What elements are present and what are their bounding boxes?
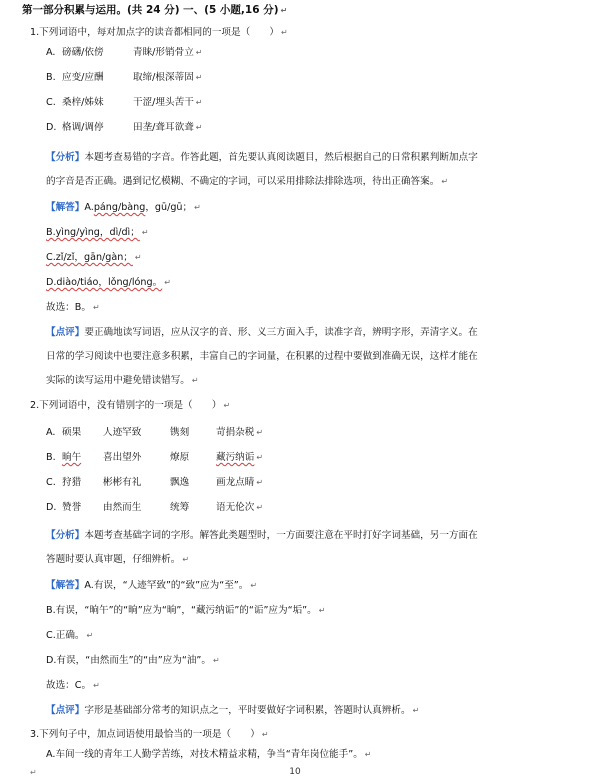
- part-title: 第一部分积累与运用。(共 24 分) 一、(5 小题,16 分) ↵: [22, 4, 288, 16]
- q2-option-a: A. 硕果 人迹罕致 镌刻 苛捐杂税 ↵: [46, 427, 264, 438]
- q1-analysis-line-2: 的字音是否正确。遇到记忆模糊、不确定的字词，可以采用排除法排除选项，待出正确答案。 ↵: [46, 176, 449, 187]
- q2-option-d: D. 赞誉 由然而生 统筹 语无伦次 ↵: [46, 502, 264, 513]
- q3-option-a: A.车间一线的青年工人勤学苦练，对技术精益求精，争当“青年岗位能手”。 ↵: [46, 749, 372, 760]
- q2-comment-line-1: 【点评】字形是基础部分常考的知识点之一，平时要做好字词积累，答题时认真辨析。 ↵: [46, 705, 420, 716]
- q1-analysis-line-1: 【分析】本题考查易错的字音。作答此题，首先要认真阅读题目，然后根据自己的日常积累判断加点字: [46, 152, 478, 163]
- q2-choice: 故选：C。 ↵: [46, 680, 100, 691]
- q2-answer-a: 【解答】A.有误，“人迹罕致”的“致”应为“至”。 ↵: [46, 580, 258, 591]
- q1-comment-line-1: 【点评】要正确地读写词语，应从汉字的音、形、义三方面入手，读准字音，辨明字形，弄清字义。在: [46, 327, 478, 338]
- q1-comment-line-3: 实际的读写运用中避免错读错写。 ↵: [46, 375, 199, 386]
- answer-tag: 【解答】: [46, 202, 85, 213]
- q2-answer-b: B.有误，“晌午”的“晌”应为“晌”，“藏污纳诟”的“诟”应为“垢”。 ↵: [46, 605, 326, 616]
- q1-choice: 故选：B。 ↵: [46, 302, 100, 313]
- q1-option-b: B. 应变/应酬 取缔/根深蒂固 ↵: [46, 72, 203, 83]
- q1-answer-d: D.diào/tiáo，lǒng/lóng。 ↵: [46, 277, 171, 288]
- q2-analysis-line-2: 答题时要认真审题，仔细辨析。 ↵: [46, 554, 190, 565]
- page-number: 10: [289, 767, 301, 777]
- q1-comment-line-2: 日常的学习阅读中也要注意多积累，丰富自己的字词量，在积累的过程中要做到准确无误，这样才能在: [46, 351, 478, 362]
- analysis-tag: 【分析】: [46, 152, 85, 163]
- q1-option-a: A. 磅礴/依傍 青睐/形销骨立 ↵: [46, 47, 203, 58]
- q3-stem: 3.下列句子中，加点词语使用最恰当的一项是（ ） ↵: [30, 729, 269, 740]
- q2-answer-c: C.正确。 ↵: [46, 630, 94, 641]
- analysis-tag: 【分析】: [46, 530, 85, 541]
- q2-option-c: C. 狩猎 彬彬有礼 飘逸 画龙点睛 ↵: [46, 477, 264, 488]
- answer-tag: 【解答】: [46, 580, 85, 591]
- q2-analysis-line-1: 【分析】本题考查基础字词的字形。解答此类题型时，一方面要注意在平时打好字词基础，另一方面在: [46, 530, 478, 541]
- q1-option-c: C. 桑梓/姊妹 干涩/埋头苦干 ↵: [46, 97, 203, 108]
- q2-stem: 2.下列词语中，没有错别字的一项是（ ） ↵: [30, 400, 231, 411]
- q2-answer-d: D.有误，“由然而生”的“由”应为“油”。 ↵: [46, 655, 220, 666]
- q1-option-d: D. 格调/调停 田垄/聋耳欲聋 ↵: [46, 122, 203, 133]
- q2-option-b: B. 晌午 喜出望外 燎原 藏污纳诟 ↵: [46, 452, 264, 463]
- q1-stem: 1.下列词语中，每对加点字的读音都相同的一项是（ ） ↵: [30, 27, 288, 38]
- paragraph-mark: ↵: [30, 768, 37, 777]
- comment-tag: 【点评】: [46, 705, 85, 716]
- q1-answer-a: 【解答】A.páng/bàng，gū/gū； ↵: [46, 202, 201, 213]
- q1-answer-b: B.yìng/yìng，dì/dì； ↵: [46, 227, 149, 238]
- q1-answer-c: C.zǐ/zǐ，gān/gàn； ↵: [46, 252, 142, 263]
- comment-tag: 【点评】: [46, 327, 85, 338]
